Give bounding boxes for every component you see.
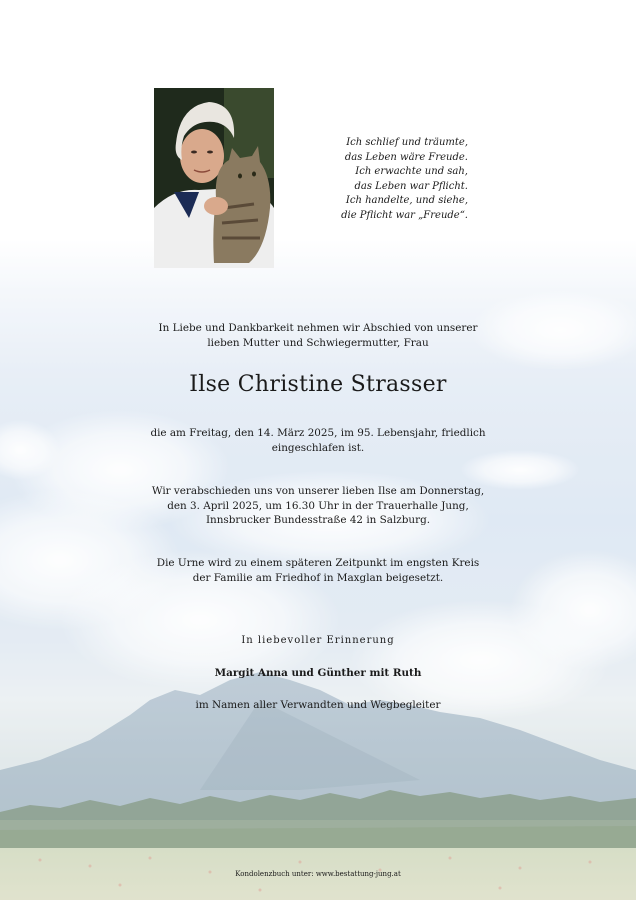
urn-line: Die Urne wird zu einem späteren Zeitpunkt im engsten Kreis: [156, 557, 480, 569]
death-notice: [120, 426, 516, 455]
urn-notice: [120, 556, 516, 585]
farewell-line: Innsbrucker Bundesstraße 42 in Salzburg.: [205, 514, 431, 526]
poem-line: Ich schlief und träumte,: [346, 137, 468, 148]
poem-line: Ich handelte, und siehe,: [345, 195, 468, 206]
signers: Margit Anna und Günther mit Ruth: [214, 667, 422, 679]
portrait-photo: [154, 88, 274, 268]
poem-line: Ich erwachte und sah,: [355, 166, 468, 177]
relatives-text: im Namen aller Verwandten und Wegbegleiter: [195, 699, 441, 711]
poem-line: das Leben wäre Freude.: [344, 151, 468, 163]
farewell-details: [120, 484, 516, 528]
poem-line: die Pflicht war „Freude“.: [341, 209, 468, 221]
deceased-name: Ilse Christine Strasser: [189, 372, 447, 397]
farewell-line: Wir verabschieden uns von unserer lieben Ilse am Donnerstag,: [151, 485, 485, 497]
intro-text: [120, 321, 516, 350]
poem: [310, 136, 468, 223]
death-notice-line: die am Freitag, den 14. März 2025, im 95. Lebensjahr, friedlich: [150, 427, 486, 439]
intro-line: lieben Mutter und Schwiegermutter, Frau: [207, 336, 429, 349]
remembrance-text: In liebevoller Erinnerung: [241, 635, 395, 646]
poem-line: das Leben war Pflicht.: [354, 180, 468, 192]
death-notice-line: eingeschlafen ist.: [271, 441, 365, 454]
urn-line: der Familie am Friedhof in Maxglan beigesetzt.: [192, 571, 444, 584]
intro-line: In Liebe und Dankbarkeit nehmen wir Abschied von unserer: [158, 322, 478, 334]
condolence-book-footer[interactable]: Kondolenzbuch unter: www.bestattung-jung.at: [235, 870, 401, 878]
farewell-line: den 3. April 2025, um 16.30 Uhr in der Trauerhalle Jung,: [167, 499, 469, 512]
